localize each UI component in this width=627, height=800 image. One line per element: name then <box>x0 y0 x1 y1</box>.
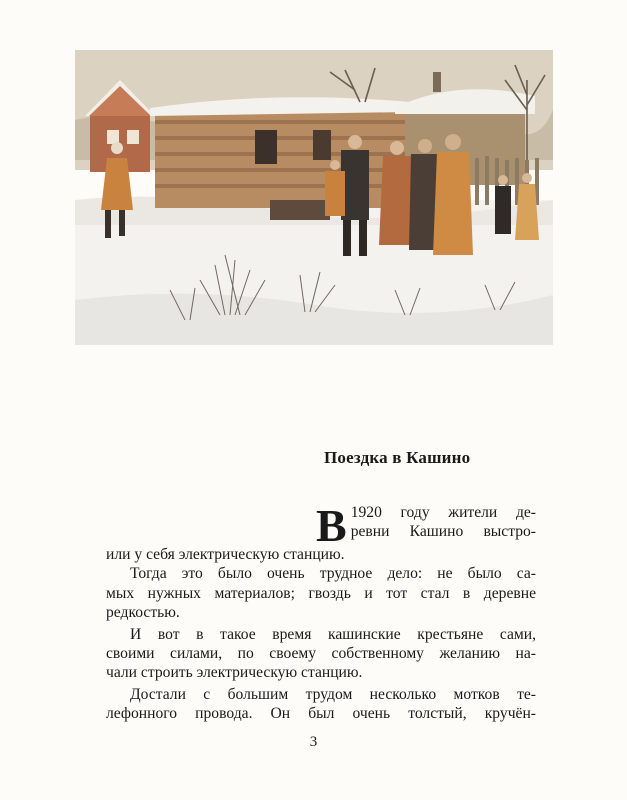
paragraph-2-line-3: редкостью. <box>106 604 180 622</box>
page-number: 3 <box>309 734 318 750</box>
paragraph-1-line-1: 1920 году жители де- <box>350 504 536 521</box>
paragraph-2-line-2: мых нужных материалов; гвоздь и тот стал в деревне <box>106 584 536 602</box>
paragraph-2-line-1: Тогда это было очень трудное дело: не было са- <box>130 565 536 583</box>
paragraph-4-line-1: Достали с большим трудом несколько мотков те- <box>130 685 536 703</box>
paragraph-3 <box>106 625 536 683</box>
illustration-svg <box>75 50 553 345</box>
paragraph-3-line-3: чали строить электрическую станцию. <box>106 664 363 682</box>
paragraph-1 <box>106 500 536 564</box>
paragraph-3-line-1: И вот в такое время кашинские крестьяне сами, <box>130 625 536 643</box>
log-pile <box>270 200 330 220</box>
paragraph-4 <box>106 685 536 724</box>
body-text <box>106 500 536 724</box>
winter-village-illustration <box>75 50 553 345</box>
paragraph-1-line-3: или у себя электрическую станцию. <box>106 546 345 563</box>
log-house <box>150 97 410 208</box>
drop-cap: В <box>316 500 347 551</box>
paragraph-3-line-2: своими силами, по своему собственному желанию на- <box>106 645 536 663</box>
chapter-title: Поездка в Кашино <box>324 448 471 467</box>
paragraph-1-line-2: ревни Кашино выстро- <box>350 523 536 541</box>
paragraph-2 <box>106 564 536 622</box>
paragraph-4-line-2: лефонного провода. Он был очень толстый, кручён- <box>106 705 536 723</box>
